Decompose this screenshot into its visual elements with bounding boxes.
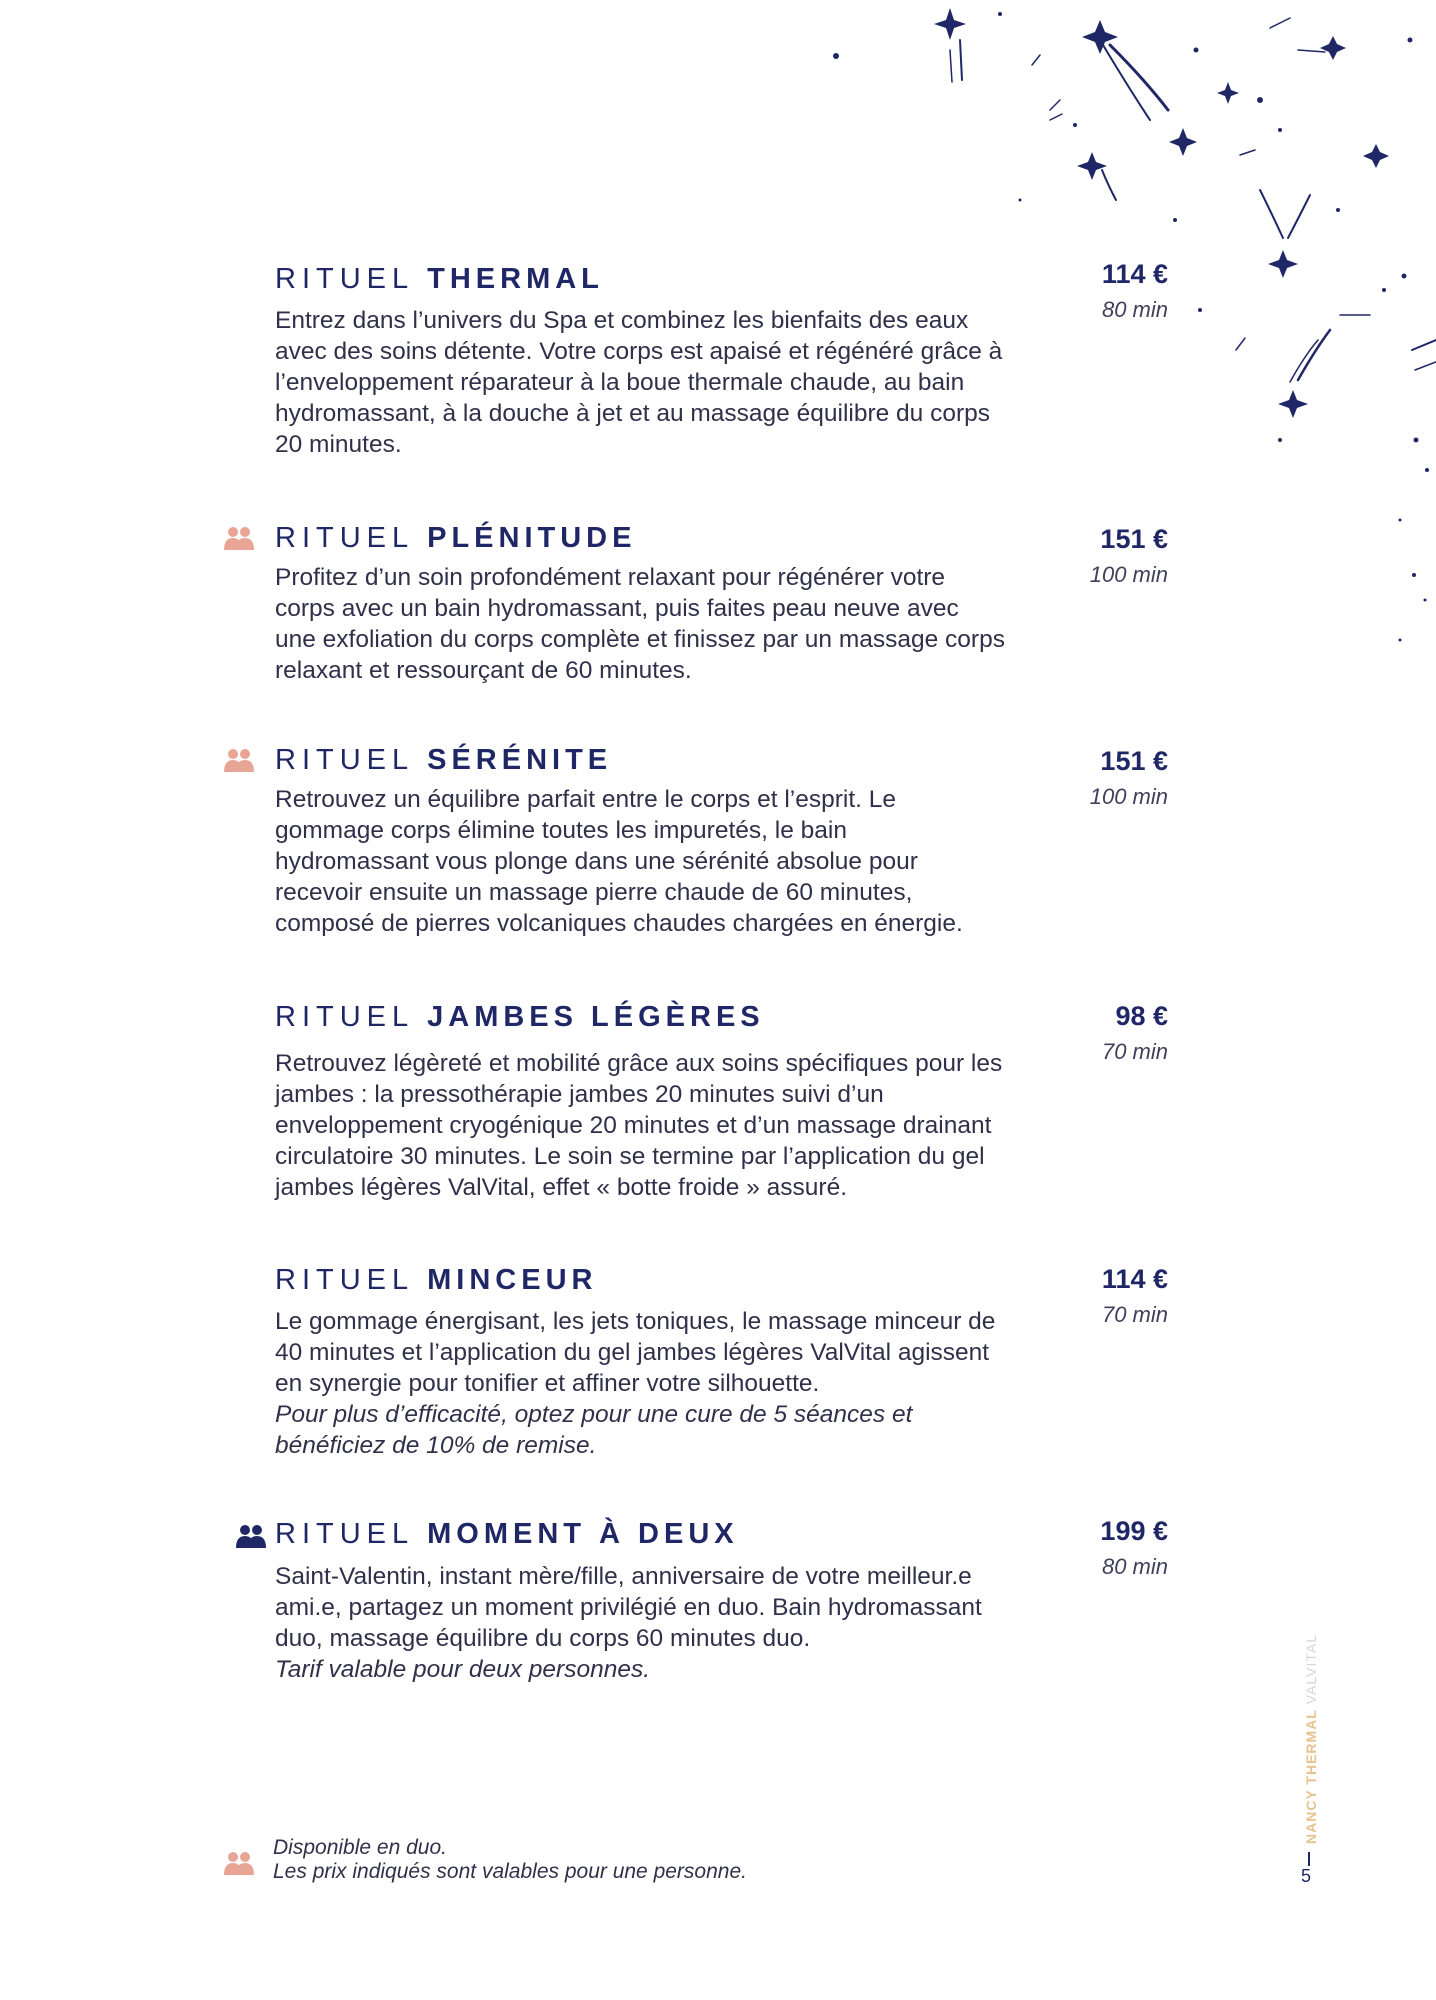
ritual-description (275, 1561, 1005, 1685)
ritual-description-text: Profitez d’un soin profondément relaxant pour régénérer votre corps avec un bain hydromassant, puis faites peau neuve avec une exfoliation du corps complète et finissez par un massage corps relaxant et ressourçant de 60 minutes. (275, 564, 1005, 684)
ritual-duration: 100 min (1089, 562, 1168, 587)
ritual-price: 199 € (1100, 1516, 1168, 1546)
ritual-title (275, 1001, 765, 1034)
ritual-price: 114 € (1101, 259, 1168, 289)
ritual-description-text: Entrez dans l’univers du Spa et combinez les bienfaits des eaux avec des soins détente. Votre corps est apaisé et régénéré grâce à l’enveloppement réparateur à la boue thermale chaude, au bain hydromassant, à la douche à jet et au massage équilibre du corps 20 minutes. (275, 307, 1003, 458)
page-number: 5 (1301, 1866, 1312, 1886)
ritual-title (275, 744, 612, 777)
ritual-duration: 70 min (1101, 1039, 1168, 1064)
ritual-title-prefix: RITUEL (275, 1264, 414, 1296)
ritual-description (275, 305, 1005, 460)
ritual-title-name: MINCEUR (427, 1264, 598, 1296)
ritual-duration: 80 min (1101, 1554, 1168, 1579)
duo-people-icon (224, 748, 254, 772)
footer-price-note: Les prix indiqués sont valables pour une personne. (273, 1860, 747, 1883)
ritual-note: Tarif valable pour deux personnes. (275, 1656, 651, 1683)
ritual-title-name: SÉRÉNITE (427, 744, 613, 776)
ritual-duration: 100 min (1089, 784, 1168, 809)
ritual-description (275, 1048, 1005, 1203)
ritual-price: 98 € (1115, 1001, 1168, 1031)
ritual-title (275, 1518, 739, 1551)
ritual-title (275, 263, 604, 296)
ritual-title-name: THERMAL (427, 263, 604, 295)
ritual-title-name: JAMBES LÉGÈRES (427, 1001, 765, 1033)
ritual-description (275, 562, 1005, 686)
side-divider (1308, 1852, 1310, 1866)
ritual-title-prefix: RITUEL (275, 263, 414, 295)
ritual-description-text: Saint-Valentin, instant mère/fille, anniversaire de votre meilleur.e ami.e, partagez un moment privilégié en duo. Bain hydromassant duo, massage équilibre du corps 60 minutes duo. (275, 1563, 982, 1652)
ritual-title-name: PLÉNITUDE (427, 522, 637, 554)
brand-light: VALVITAL (1303, 1634, 1319, 1705)
ritual-duration: 80 min (1101, 297, 1168, 322)
ritual-description-text: Le gommage énergisant, les jets toniques, le massage minceur de 40 minutes et l’application du gel jambes légères ValVital agissent en synergie pour tonifier et affiner votre silhouette. (275, 1308, 996, 1397)
ritual-description-text: Retrouvez légèreté et mobilité grâce aux soins spécifiques pour les jambes : la pressothérapie jambes 20 minutes suivi d’un enveloppement cryogénique 20 minutes et d’un massage drainant circulatoire 30 minutes. Le soin se termine par l’application du gel jambes légères ValVital, effet « botte froide » assuré. (275, 1050, 1003, 1201)
ritual-description (275, 1306, 1005, 1461)
duo-people-icon-dark (236, 1524, 266, 1548)
ritual-title-prefix: RITUEL (275, 1518, 414, 1550)
side-brand-label (1303, 1634, 1319, 1844)
ritual-title (275, 1264, 597, 1297)
ritual-description-text: Retrouvez un équilibre parfait entre le corps et l’esprit. Le gommage corps élimine toutes les impuretés, le bain hydromassant vous plonge dans une sérénité absolue pour recevoir ensuite un massage pierre chaude de 60 minutes, composé de pierres volcaniques chaudes chargées en énergie. (275, 786, 963, 937)
ritual-title-prefix: RITUEL (275, 1001, 414, 1033)
ritual-note: Pour plus d’efficacité, optez pour une cure de 5 séances et bénéficiez de 10% de remise. (275, 1401, 913, 1459)
ritual-title (275, 522, 636, 555)
duo-legend-icon (224, 1851, 254, 1875)
ritual-title-name: MOMENT À DEUX (427, 1518, 739, 1550)
ritual-title-prefix: RITUEL (275, 744, 414, 776)
footer-duo-note: Disponible en duo. (273, 1836, 447, 1859)
ritual-title-prefix: RITUEL (275, 522, 414, 554)
footer-legend (273, 1836, 747, 1884)
ritual-price: 114 € (1101, 1264, 1168, 1294)
ritual-duration: 70 min (1101, 1302, 1168, 1327)
duo-people-icon (224, 526, 254, 550)
ritual-price: 151 € (1100, 746, 1168, 776)
ritual-description (275, 784, 1005, 939)
ritual-price: 151 € (1100, 524, 1168, 554)
brand-highlight: NANCY THERMAL (1303, 1709, 1319, 1844)
